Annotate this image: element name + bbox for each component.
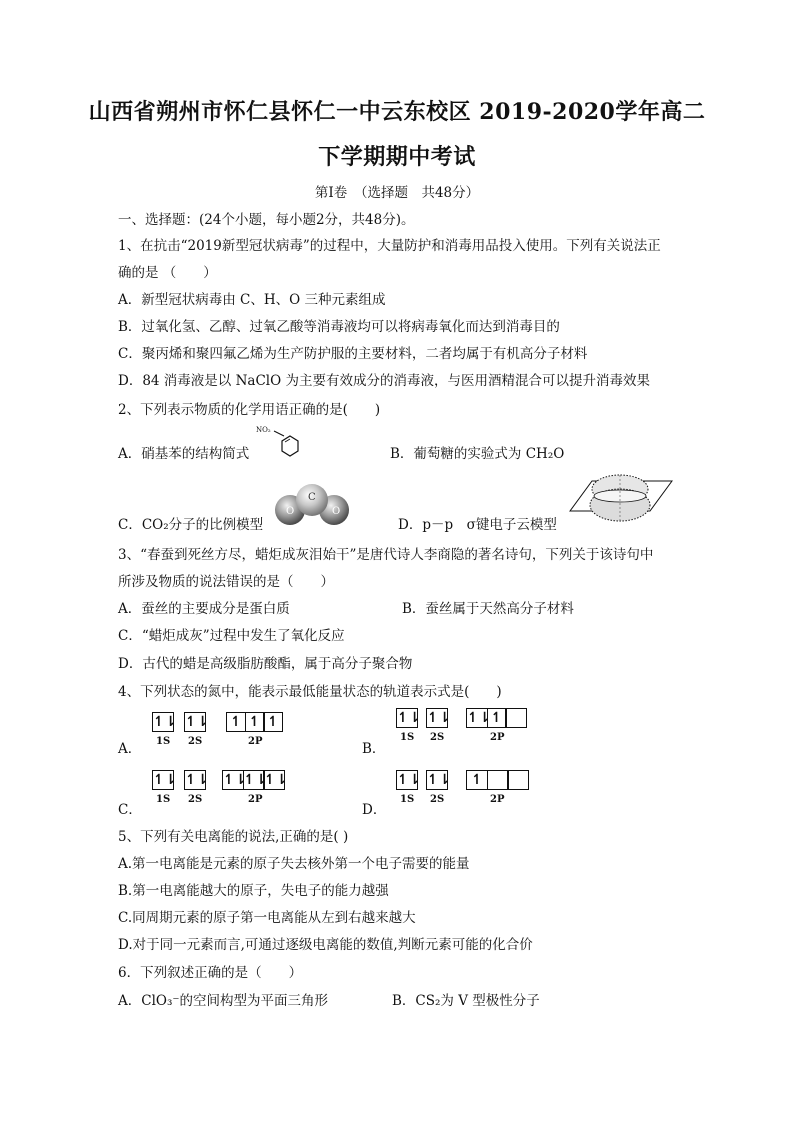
label-1s: 1S: [156, 794, 171, 805]
label-2p: 2P: [490, 732, 505, 743]
q3-option-a: A．蚕丝的主要成分是蛋白质: [118, 601, 290, 617]
q3-stem-line2: 所涉及物质的说法错误的是（ ）: [118, 574, 334, 590]
orbital-2p-box-1: ↿⇂: [467, 710, 491, 726]
orbital-2p-box-2: ↿: [487, 708, 507, 728]
nitrobenzene-structure: [254, 422, 304, 464]
q5-option-d: D.对于同一元素而言,可通过逐级电离能的数值,判断元素可能的化合价: [118, 937, 533, 953]
label-2s: 2S: [430, 732, 445, 743]
q4-stem: 4、下列状态的氮中，能表示最低能量状态的轨道表示式是( ): [118, 684, 502, 700]
q2-option-c: C．CO₂分子的比例模型: [118, 517, 264, 533]
orbital-2p-box-1: ↿: [466, 770, 488, 790]
q1-stem-line1: 1、在抗击“2019新型冠状病毒”的过程中，大量防护和消毒用品投入使用。下列有关说法正: [118, 238, 661, 254]
q6-option-a: A．ClO₃⁻的空间构型为平面三角形: [118, 993, 329, 1009]
q2-stem: 2、下列表示物质的化学用语正确的是( ): [118, 402, 381, 418]
q1-option-c: C．聚丙烯和聚四氟乙烯为生产防护服的主要材料，二者均属于有机高分子材料: [118, 346, 588, 362]
orbital-2p-box-3: [505, 708, 527, 728]
orbital-2p-box-2: ↿: [245, 712, 265, 732]
label-2s: 2S: [430, 794, 445, 805]
q3-option-d: D．古代的蜡是高级脂肪酸酯，属于高分子聚合物: [118, 656, 413, 672]
p-p-sigma-bond-cloud: [566, 465, 674, 527]
q1-option-b: B．过氧化氢、乙醇、过氧乙酸等消毒液均可以将病毒氧化而达到消毒目的: [118, 319, 560, 335]
q5-stem: 5、下列有关电离能的说法,正确的是( ): [118, 829, 349, 845]
orbital-2p-box-3: ↿⇂: [264, 772, 288, 788]
q2-option-a: A．硝基苯的结构简式: [118, 446, 250, 462]
q5-option-b: B.第一电离能越大的原子，失电子的能力越强: [118, 883, 389, 899]
orbital-2p-box-2: [487, 770, 509, 790]
orbital-2p-box-1: ↿: [226, 712, 246, 732]
q1-option-a: A．新型冠状病毒由 C、H、O 三种元素组成: [118, 292, 386, 308]
orbital-2s-box: ↿⇂: [427, 710, 451, 726]
co2-space-filling-model: [272, 480, 352, 528]
label-2p: 2P: [248, 736, 263, 747]
label-2s: 2S: [188, 736, 203, 747]
o-atom-right: O: [332, 506, 341, 517]
q6-option-b: B．CS₂为 V 型极性分子: [392, 993, 540, 1009]
q4-label-b: B．: [362, 741, 386, 757]
q6-stem: 6．下列叙述正确的是（ ）: [118, 965, 303, 981]
q3-option-b: B．蚕丝属于天然高分子材料: [402, 601, 574, 617]
orbital-2s-box: ↿⇂: [185, 714, 209, 730]
section-subtitle: 第Ⅰ卷 （选择题 共48分）: [314, 185, 480, 201]
label-1s: 1S: [400, 794, 415, 805]
orbital-2s-box: ↿⇂: [427, 772, 451, 788]
page-title-line1: 山西省朔州市怀仁县怀仁一中云东校区 2019-2020学年高二: [88, 99, 706, 125]
c-atom: C: [308, 492, 316, 503]
q4-label-c: C．: [118, 802, 142, 818]
label-1s: 1S: [156, 736, 171, 747]
orbital-1s-box: ↿⇂: [397, 710, 421, 726]
q4-label-d: D．: [362, 802, 387, 818]
orbital-1s-box: ↿⇂: [153, 772, 177, 788]
label-2s: 2S: [188, 794, 203, 805]
label-2p: 2P: [490, 794, 505, 805]
label-1s: 1S: [400, 732, 415, 743]
o-atom-left: O: [286, 506, 295, 517]
q5-option-a: A.第一电离能是元素的原子失去核外第一个电子需要的能量: [118, 856, 470, 872]
orbital-2p-box-2: ↿⇂: [243, 772, 267, 788]
nitro-group-label: NO₂: [256, 426, 271, 434]
orbital-1s-box: ↿⇂: [153, 714, 177, 730]
q5-option-c: C.同周期元素的原子第一电离能从左到右越来越大: [118, 910, 416, 926]
section-heading: 一、选择题：(24个小题，每小题2分，共48分)。: [118, 212, 415, 228]
orbital-2p-box-1: ↿⇂: [223, 772, 247, 788]
orbital-2s-box: ↿⇂: [185, 772, 209, 788]
label-2p: 2P: [248, 794, 263, 805]
q4-label-a: A．: [118, 741, 142, 757]
q3-stem-line1: 3、“春蚕到死丝方尽，蜡炬成灰泪始干”是唐代诗人李商隐的著名诗句，下列关于该诗句中: [118, 547, 654, 563]
q3-option-c: C．“蜡炬成灰”过程中发生了氧化反应: [118, 628, 345, 644]
q1-stem-line2: 确的是 （ ）: [118, 265, 217, 281]
q2-option-b: B．葡萄糖的实验式为 CH₂O: [390, 446, 565, 462]
q2-option-d: D．p－p σ键电子云模型: [398, 517, 557, 533]
orbital-2p-box-3: ↿: [263, 712, 283, 732]
orbital-1s-box: ↿⇂: [397, 772, 421, 788]
orbital-2p-box-3: [507, 770, 529, 790]
q1-option-d: D．84 消毒液是以 NaClO 为主要有效成分的消毒液，与医用酒精混合可以提升消毒效果: [118, 373, 650, 389]
page-title-line2: 下学期期中考试: [318, 144, 476, 170]
